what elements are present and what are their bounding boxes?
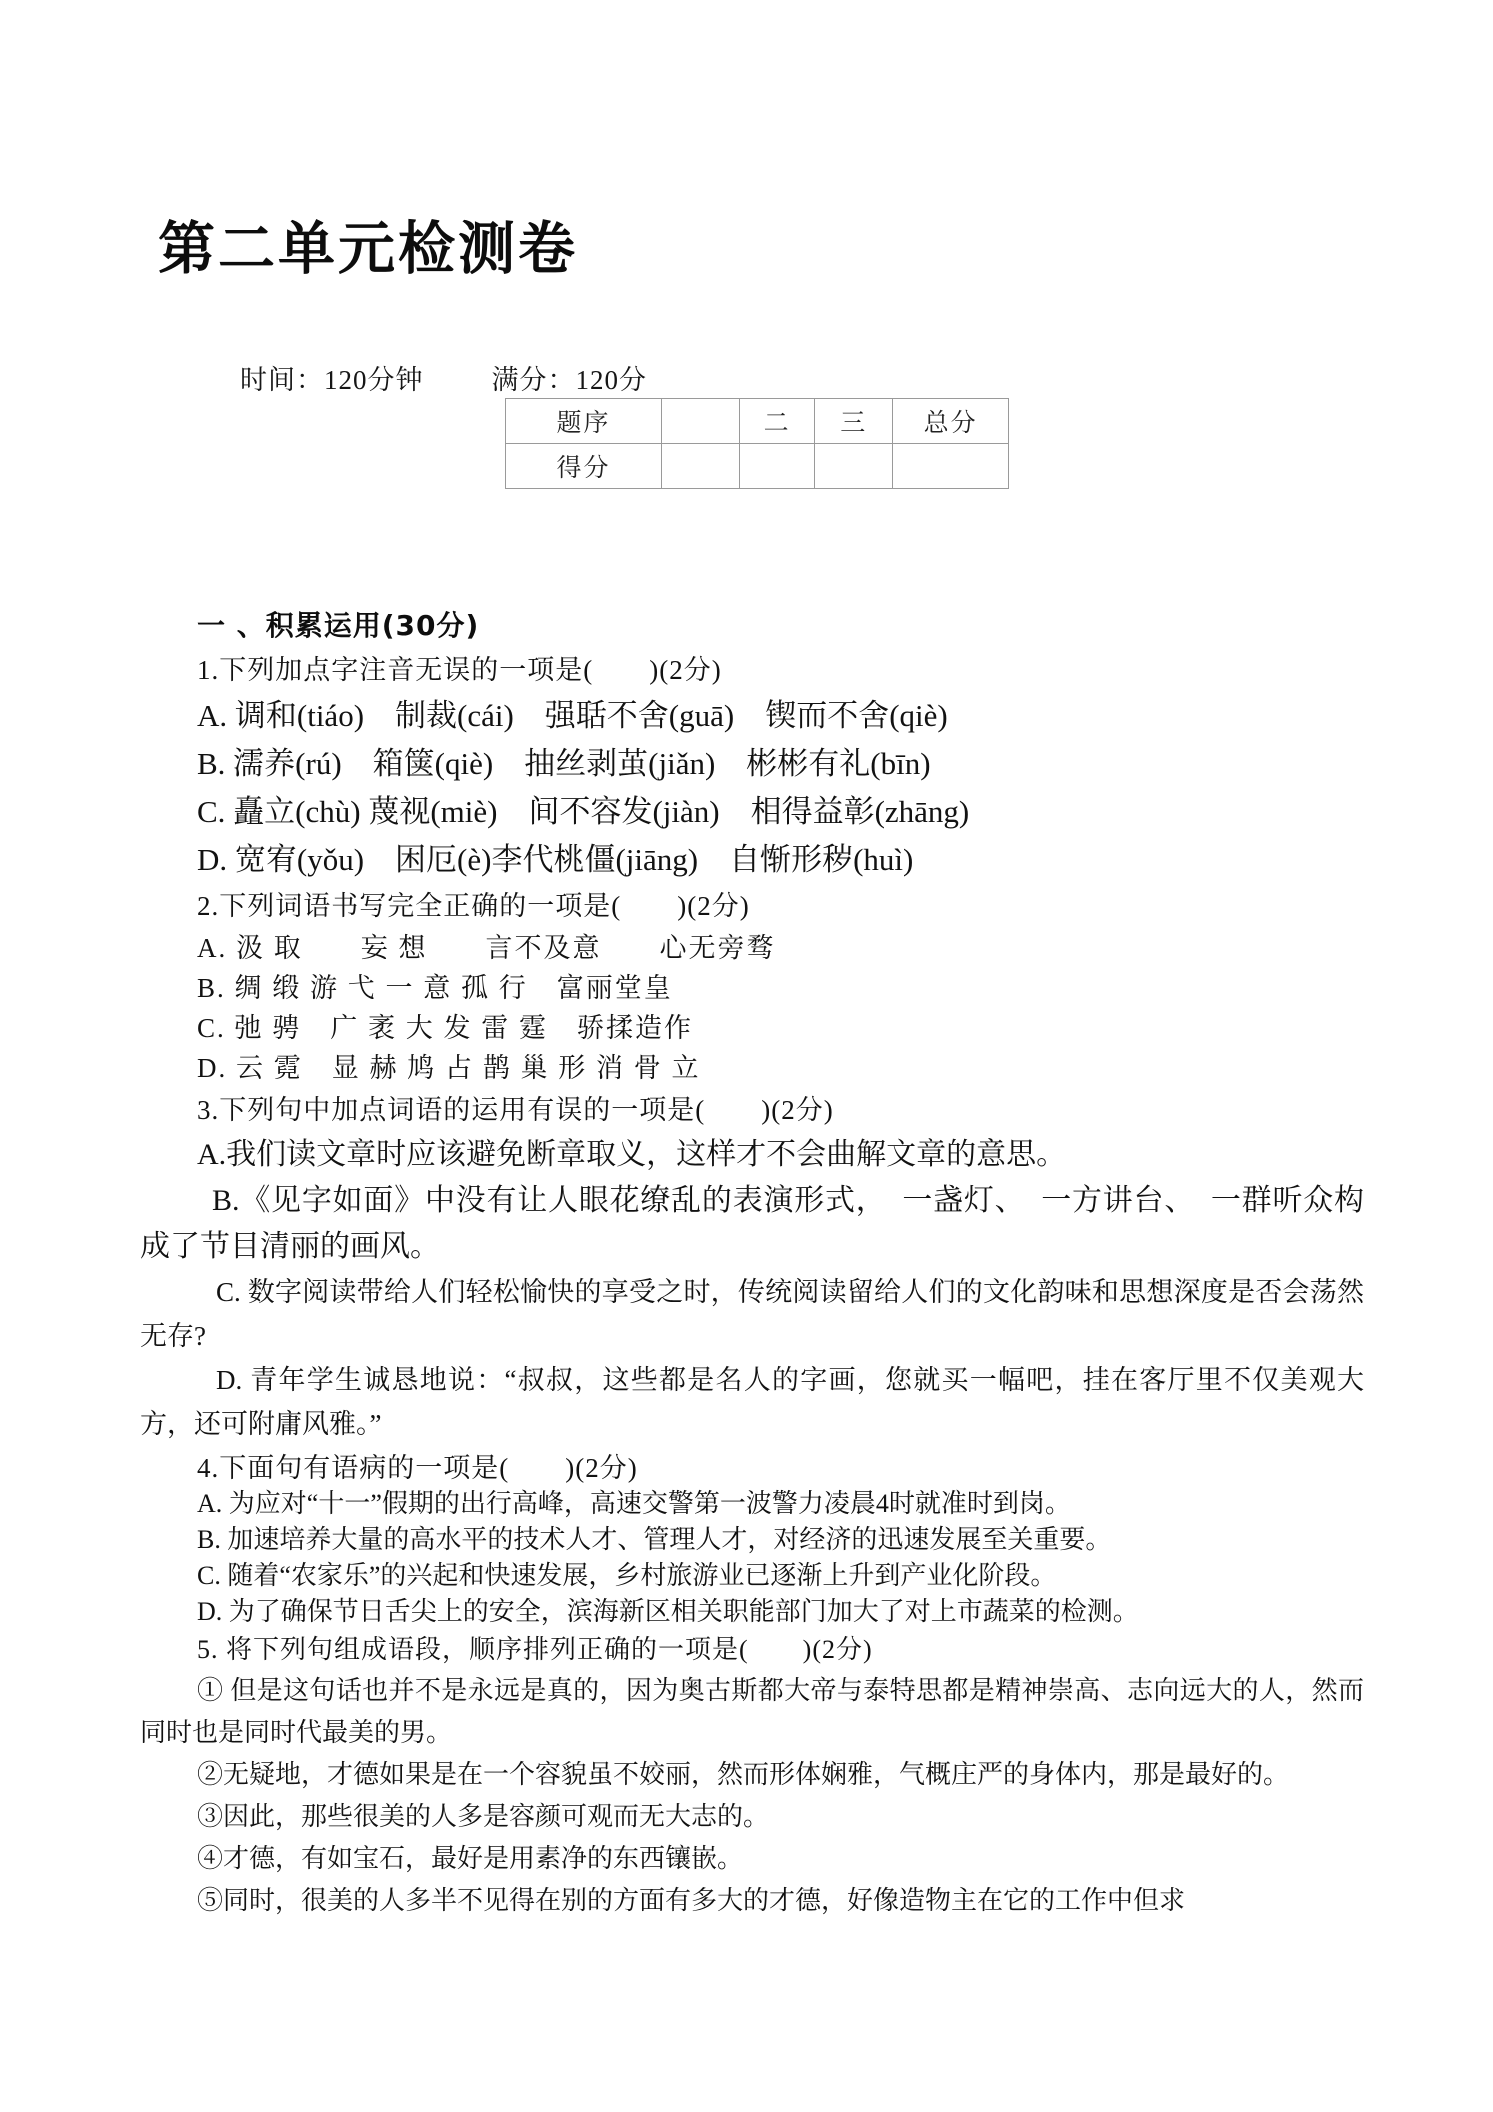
q5-sentence-3: ③因此，那些很美的人多是容颜可观而无大志的。 [197, 1802, 770, 1831]
q5-sentence-1: ① 但是这句话也并不是永远是真的，因为奥古斯都大帝与泰特思都是精神崇高、志向远大的人，然而同时也是同时代最美的男。 [140, 1676, 1364, 1747]
q4-option-b: B. 加速培养大量的高水平的技术人才、管理人才，对经济的迅速发展至关重要。 [197, 1525, 1112, 1554]
score-table-score-row [506, 444, 1009, 489]
q1-option-d: D. 宽宥(yǒu) 困厄(è)李代桃僵(jiāng) 自惭形秽(huì) [197, 842, 914, 877]
exam-meta [240, 364, 647, 396]
q2-option-c: C. 弛 骋 广 袤 大 发 雷 霆 骄揉造作 [197, 1013, 694, 1043]
q3-option-c: C. 数字阅读带给人们轻松愉快的享受之时，传统阅读留给人们的文化韵味和思想深度是否会荡然无存? [140, 1277, 1364, 1351]
score-table [505, 398, 1009, 489]
exam-time-label: 时间：120分钟 [240, 365, 424, 395]
score-table-header-row [506, 399, 1009, 444]
q5-sentence-5: ⑤同时，很美的人多半不见得在别的方面有多大的才德，好像造物主在它的工作中但求 [197, 1886, 1186, 1915]
q1-option-b: B. 濡养(rú) 箱箧(qiè) 抽丝剥茧(jiǎn) 彬彬有礼(bīn) [197, 746, 931, 781]
q4-option-d: D. 为了确保节日舌尖上的安全，滨海新区相关职能部门加大了对上市蔬菜的检测。 [197, 1597, 1139, 1626]
q1-stem: 1.下列加点字注音无误的一项是( )(2分) [197, 655, 722, 685]
q5-stem: 5. 将下列句组成语段，顺序排列正确的一项是( )(2分) [197, 1635, 873, 1664]
q3-option-b: B.《见字如面》中没有让人眼花缭乱的表演形式， 一盏灯、 一方讲台、 一群听众构成了节目清丽的画风。 [140, 1184, 1364, 1263]
score-table-cell-question-order: 题序 [506, 399, 662, 444]
score-table-cell-score-3 [815, 444, 893, 489]
score-table-cell-section-1 [661, 399, 739, 444]
score-table-cell-total: 总分 [893, 399, 1009, 444]
q4-option-a: A. 为应对“十一”假期的出行高峰，高速交警第一波警力凌晨4时就准时到岗。 [197, 1489, 1071, 1518]
score-table-cell-score-1 [661, 444, 739, 489]
score-table-cell-score-label: 得分 [506, 444, 662, 489]
q2-option-a: A. 汲 取 妄 想 言不及意 心无旁骛 [197, 933, 776, 963]
score-table-cell-section-2: 二 [739, 399, 814, 444]
q3-option-a: A.我们读文章时应该避免断章取义，这样才不会曲解文章的意思。 [197, 1138, 1067, 1171]
q4-stem: 4.下面句有语病的一项是( )(2分) [197, 1453, 638, 1483]
q3-option-d: D. 青年学生诚恳地说：“叔叔，这些都是名人的字画，您就买一幅吧，挂在客厅里不仅美观大方，还可附庸风雅。” [140, 1365, 1364, 1439]
exam-full-score-label: 满分：120分 [491, 365, 647, 395]
score-table-cell-score-2 [739, 444, 814, 489]
q4-option-c: C. 随着“农家乐”的兴起和快速发展，乡村旅游业已逐渐上升到产业化阶段。 [197, 1561, 1057, 1590]
q5-sentence-2: ②无疑地，才德如果是在一个容貌虽不姣丽，然而形体娴雅，气概庄严的身体内，那是最好的。 [197, 1760, 1290, 1789]
q2-option-b: B. 绸 缎 游 弋 一 意 孤 行 富丽堂皇 [197, 973, 673, 1003]
paper-body [140, 604, 1364, 1922]
score-table-cell-section-3: 三 [815, 399, 893, 444]
q2-option-d: D. 云 霓 显 赫 鸠 占 鹊 巢 形 消 骨 立 [197, 1053, 701, 1083]
q2-stem: 2.下列词语书写完全正确的一项是( )(2分) [197, 891, 750, 921]
page-title: 第二单元检测卷 [158, 215, 578, 282]
q5-sentence-4: ④才德，有如宝石，最好是用素净的东西镶嵌。 [197, 1844, 744, 1873]
score-table-cell-score-total [893, 444, 1009, 489]
section-heading: 一 、积累运用(30分) [197, 609, 480, 642]
q1-option-c: C. 矗立(chù) 蔑视(miè) 间不容发(jiàn) 相得益彰(zhāng) [197, 794, 970, 829]
q3-stem: 3.下列句中加点词语的运用有误的一项是( )(2分) [197, 1095, 834, 1125]
q1-option-a: A. 调和(tiáo) 制裁(cái) 强聒不舍(guā) 锲而不舍(qiè) [197, 698, 948, 733]
